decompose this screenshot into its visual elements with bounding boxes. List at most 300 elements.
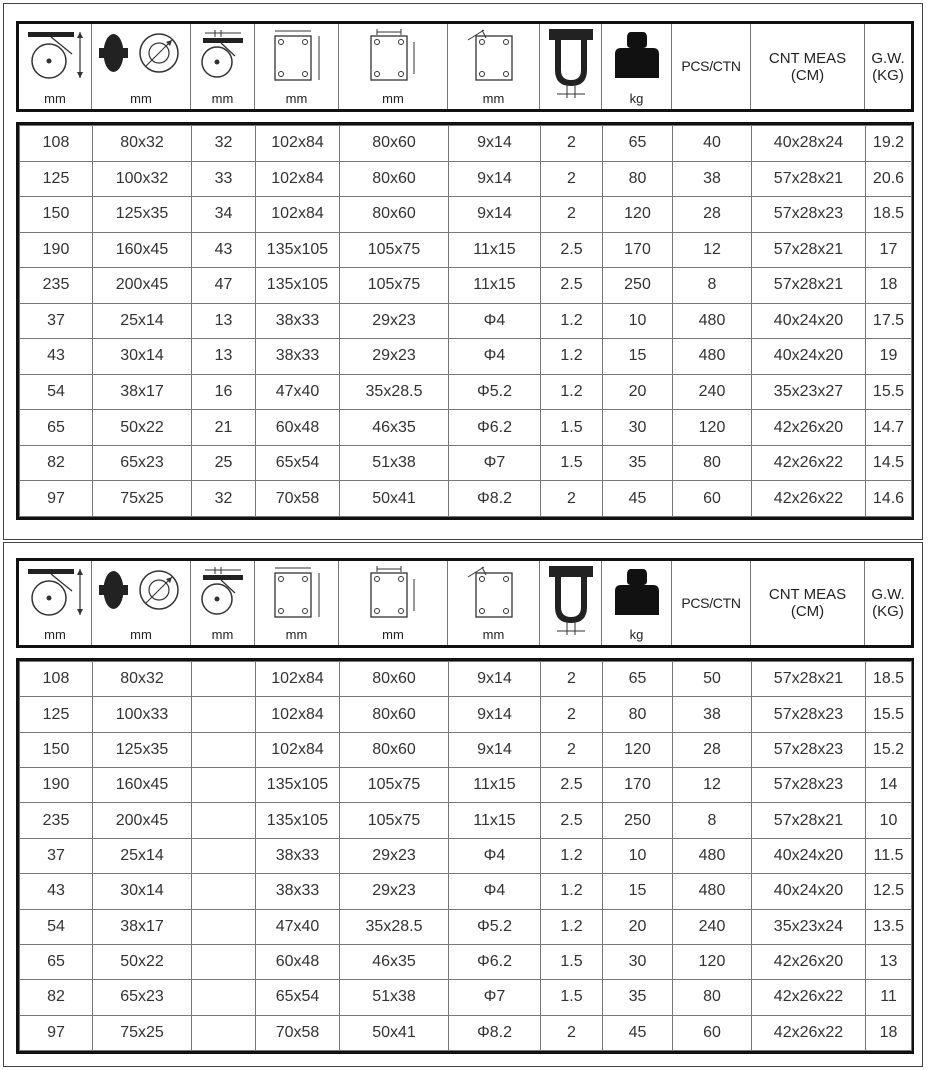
- header-cell-load: [602, 561, 672, 645]
- cell-pcs-ctn: 120: [673, 944, 752, 979]
- cell-height: 65: [20, 944, 93, 979]
- cell-load: 120: [603, 197, 673, 233]
- bolt-hole-spacing-icon: [339, 28, 447, 84]
- gw-unit: (KG): [872, 66, 904, 84]
- cell-height: 65: [20, 410, 93, 446]
- cell-height: 190: [20, 232, 93, 268]
- cell-pcs-ctn: 8: [673, 803, 752, 838]
- table-row: [20, 339, 912, 375]
- header-cell-top-plate: [255, 24, 339, 109]
- cell-gross-weight: 18: [866, 1015, 912, 1050]
- cell-top-plate: 70x58: [256, 1015, 340, 1050]
- cell-offset: 32: [192, 481, 256, 517]
- top-spec-panel: [3, 3, 923, 540]
- cell-pcs-ctn: 80: [673, 445, 752, 481]
- cell-gross-weight: 18.5: [866, 197, 912, 233]
- cell-carton-meas: 57x28x23: [752, 732, 866, 767]
- bottom-data-table: [16, 658, 914, 1054]
- cell-wheel-size: 75x25: [93, 481, 192, 517]
- table-row: [20, 803, 912, 838]
- cnt-meas-label: CNT MEAS: [768, 49, 847, 67]
- table-row: [20, 697, 912, 732]
- cell-carton-meas: 40x24x20: [752, 339, 866, 375]
- cell-gross-weight: 13.5: [866, 909, 912, 944]
- table-row: [20, 874, 912, 909]
- cell-gross-weight: 17: [866, 232, 912, 268]
- cell-load: 80: [603, 161, 673, 197]
- cell-bolt-hole: 9x14: [449, 732, 541, 767]
- cell-top-plate: 135x105: [256, 232, 340, 268]
- cell-top-plate: 135x105: [256, 268, 340, 304]
- cell-top-plate: 102x84: [256, 662, 340, 697]
- cell-load: 35: [603, 980, 673, 1015]
- cell-thickness: 1.2: [541, 303, 603, 339]
- pcs-ctn-label: PCS/CTN: [681, 594, 741, 611]
- cell-carton-meas: 57x28x23: [752, 697, 866, 732]
- cell-pcs-ctn: 38: [673, 697, 752, 732]
- cell-pcs-ctn: 480: [673, 874, 752, 909]
- cell-gross-weight: 14.7: [866, 410, 912, 446]
- cell-offset: [192, 662, 256, 697]
- cell-offset: 25: [192, 445, 256, 481]
- cnt-meas-label: CNT MEAS: [768, 586, 847, 603]
- cell-carton-meas: 40x24x20: [752, 838, 866, 873]
- cell-bolt-hole: Φ5.2: [449, 909, 541, 944]
- cell-wheel-size: 38x17: [93, 374, 192, 410]
- cell-height: 82: [20, 445, 93, 481]
- cell-height: 54: [20, 909, 93, 944]
- cell-carton-meas: 40x24x20: [752, 874, 866, 909]
- cnt-meas-unit: (CM): [790, 66, 825, 84]
- cell-height: 108: [20, 662, 93, 697]
- gw-label: G.W.: [871, 586, 905, 603]
- header-cell-thickness: [540, 561, 602, 645]
- cell-bolt-hole: 9x14: [449, 126, 541, 162]
- cell-offset: [192, 697, 256, 732]
- cell-thickness: 1.5: [541, 410, 603, 446]
- table-row: [20, 410, 912, 446]
- cell-bolt-spacing: 80x60: [340, 732, 449, 767]
- cell-bolt-spacing: 35x28.5: [340, 909, 449, 944]
- cell-bolt-hole: Φ4: [449, 303, 541, 339]
- cell-pcs-ctn: 50: [673, 662, 752, 697]
- wheel-size-icon: [92, 565, 190, 621]
- cell-bolt-hole: Φ6.2: [449, 410, 541, 446]
- cell-gross-weight: 18.5: [866, 662, 912, 697]
- header-cell-bolt-hole: [448, 24, 540, 109]
- cell-load: 20: [603, 374, 673, 410]
- gw-label: G.W.: [871, 49, 905, 67]
- table-row: [20, 732, 912, 767]
- cell-offset: 47: [192, 268, 256, 304]
- cell-bolt-hole: 9x14: [449, 662, 541, 697]
- cell-load: 45: [603, 481, 673, 517]
- table-row: [20, 980, 912, 1015]
- cell-bolt-spacing: 50x41: [340, 1015, 449, 1050]
- cell-pcs-ctn: 60: [673, 481, 752, 517]
- cell-top-plate: 60x48: [256, 944, 340, 979]
- cell-thickness: 1.2: [541, 374, 603, 410]
- cell-gross-weight: 13: [866, 944, 912, 979]
- cell-top-plate: 38x33: [256, 874, 340, 909]
- unit-label: mm: [285, 91, 308, 106]
- cell-height: 37: [20, 838, 93, 873]
- cell-offset: [192, 1015, 256, 1050]
- cell-height: 150: [20, 732, 93, 767]
- cell-offset: 21: [192, 410, 256, 446]
- cell-bolt-spacing: 80x60: [340, 161, 449, 197]
- cell-offset: 13: [192, 339, 256, 375]
- cell-gross-weight: 20.6: [866, 161, 912, 197]
- cell-carton-meas: 57x28x23: [752, 197, 866, 233]
- cell-height: 150: [20, 197, 93, 233]
- table-row: [20, 909, 912, 944]
- cell-load: 30: [603, 944, 673, 979]
- cell-load: 20: [603, 909, 673, 944]
- cell-thickness: 2: [541, 481, 603, 517]
- cell-wheel-size: 200x45: [93, 803, 192, 838]
- load-weight-icon: [602, 565, 671, 621]
- cell-gross-weight: 11: [866, 980, 912, 1015]
- cell-bolt-hole: 11x15: [449, 232, 541, 268]
- cell-top-plate: 47x40: [256, 374, 340, 410]
- table-row: [20, 197, 912, 233]
- cell-carton-meas: 57x28x21: [752, 161, 866, 197]
- header-cell-offset: [191, 561, 255, 645]
- cell-gross-weight: 14: [866, 768, 912, 803]
- cell-thickness: 1.2: [541, 838, 603, 873]
- cell-load: 30: [603, 410, 673, 446]
- unit-label: mm: [211, 91, 234, 106]
- cell-offset: [192, 838, 256, 873]
- cell-height: 97: [20, 481, 93, 517]
- table-row: [20, 268, 912, 304]
- table-row: [20, 374, 912, 410]
- cell-pcs-ctn: 12: [673, 232, 752, 268]
- cell-height: 235: [20, 268, 93, 304]
- cell-load: 170: [603, 232, 673, 268]
- cell-wheel-size: 160x45: [93, 768, 192, 803]
- cell-wheel-size: 100x32: [93, 161, 192, 197]
- cell-wheel-size: 30x14: [93, 874, 192, 909]
- cell-bolt-spacing: 51x38: [340, 980, 449, 1015]
- wheel-size-icon: [92, 28, 190, 84]
- cell-carton-meas: 40x24x20: [752, 303, 866, 339]
- cell-carton-meas: 42x26x20: [752, 944, 866, 979]
- cell-top-plate: 102x84: [256, 161, 340, 197]
- table-row: [20, 481, 912, 517]
- cell-thickness: 1.2: [541, 339, 603, 375]
- table-row: [20, 126, 912, 162]
- cell-load: 170: [603, 768, 673, 803]
- header-cell-bolt-spacing: [339, 561, 448, 645]
- cell-load: 250: [603, 803, 673, 838]
- table-row: [20, 838, 912, 873]
- cell-carton-meas: 42x26x22: [752, 980, 866, 1015]
- cell-gross-weight: 15.2: [866, 732, 912, 767]
- cell-wheel-size: 200x45: [93, 268, 192, 304]
- bolt-hole-spacing-icon: [339, 565, 447, 621]
- cell-thickness: 2: [541, 126, 603, 162]
- cell-wheel-size: 50x22: [93, 410, 192, 446]
- cell-bolt-spacing: 80x60: [340, 697, 449, 732]
- cell-wheel-size: 75x25: [93, 1015, 192, 1050]
- cell-offset: [192, 803, 256, 838]
- cell-offset: [192, 732, 256, 767]
- cell-offset: 34: [192, 197, 256, 233]
- cell-thickness: 1.5: [541, 980, 603, 1015]
- cell-height: 125: [20, 697, 93, 732]
- bottom-spec-panel: [3, 542, 923, 1067]
- unit-label: mm: [44, 627, 66, 642]
- offset-icon: [191, 28, 254, 84]
- cell-top-plate: 102x84: [256, 197, 340, 233]
- bolt-hole-size-icon: [448, 565, 539, 621]
- top-plate-size-icon: [255, 565, 338, 621]
- cell-top-plate: 38x33: [256, 339, 340, 375]
- header-cell-cnt-meas: [751, 561, 865, 645]
- cell-wheel-size: 160x45: [93, 232, 192, 268]
- cell-offset: [192, 874, 256, 909]
- header-cell-load: [602, 24, 672, 109]
- caster-height-icon: [19, 565, 91, 621]
- table-row: [20, 445, 912, 481]
- header-cell-gw: [865, 561, 911, 645]
- cell-pcs-ctn: 480: [673, 303, 752, 339]
- top-data-table: [16, 122, 914, 520]
- top-plate-size-icon: [255, 28, 338, 84]
- table-row: [20, 232, 912, 268]
- cell-thickness: 2: [541, 1015, 603, 1050]
- cell-carton-meas: 42x26x22: [752, 1015, 866, 1050]
- cell-pcs-ctn: 28: [673, 197, 752, 233]
- table-row: [20, 161, 912, 197]
- cell-gross-weight: 10: [866, 803, 912, 838]
- table-row: [20, 768, 912, 803]
- plate-thickness-icon: [540, 563, 601, 637]
- cell-gross-weight: 11.5: [866, 838, 912, 873]
- cell-thickness: 2: [541, 732, 603, 767]
- top-header-row: [16, 21, 914, 112]
- cell-offset: [192, 944, 256, 979]
- cell-bolt-spacing: 50x41: [340, 481, 449, 517]
- cell-pcs-ctn: 240: [673, 909, 752, 944]
- cell-bolt-hole: 9x14: [449, 697, 541, 732]
- gw-unit: (KG): [872, 603, 904, 620]
- cell-wheel-size: 30x14: [93, 339, 192, 375]
- cell-thickness: 2: [541, 697, 603, 732]
- cell-top-plate: 135x105: [256, 768, 340, 803]
- header-cell-pcs-ctn: [672, 24, 751, 109]
- cell-bolt-spacing: 46x35: [340, 410, 449, 446]
- cell-bolt-spacing: 80x60: [340, 662, 449, 697]
- cell-thickness: 1.5: [541, 944, 603, 979]
- cell-height: 125: [20, 161, 93, 197]
- cell-offset: 33: [192, 161, 256, 197]
- header-cell-offset: [191, 24, 255, 109]
- cell-thickness: 2: [541, 662, 603, 697]
- bottom-header-row: [16, 558, 914, 648]
- cell-top-plate: 47x40: [256, 909, 340, 944]
- cell-offset: 43: [192, 232, 256, 268]
- cell-thickness: 2.5: [541, 768, 603, 803]
- cell-thickness: 1.5: [541, 445, 603, 481]
- unit-label: mm: [285, 627, 308, 642]
- cell-bolt-spacing: 29x23: [340, 838, 449, 873]
- cell-pcs-ctn: 80: [673, 980, 752, 1015]
- cell-gross-weight: 14.6: [866, 481, 912, 517]
- cell-wheel-size: 25x14: [93, 838, 192, 873]
- cell-bolt-hole: 9x14: [449, 161, 541, 197]
- cell-bolt-spacing: 105x75: [340, 768, 449, 803]
- cell-bolt-spacing: 105x75: [340, 232, 449, 268]
- cell-gross-weight: 19.2: [866, 126, 912, 162]
- cell-pcs-ctn: 38: [673, 161, 752, 197]
- cell-bolt-spacing: 29x23: [340, 303, 449, 339]
- cell-bolt-spacing: 80x60: [340, 126, 449, 162]
- header-cell-bolt-hole: [448, 561, 540, 645]
- cell-load: 15: [603, 874, 673, 909]
- cell-bolt-hole: Φ6.2: [449, 944, 541, 979]
- header-cell-height: [19, 24, 92, 109]
- cell-gross-weight: 15.5: [866, 374, 912, 410]
- cell-bolt-spacing: 46x35: [340, 944, 449, 979]
- cell-carton-meas: 42x26x20: [752, 410, 866, 446]
- bolt-hole-size-icon: [448, 28, 539, 84]
- load-weight-icon: [602, 28, 671, 84]
- cell-height: 108: [20, 126, 93, 162]
- cell-top-plate: 38x33: [256, 838, 340, 873]
- cell-top-plate: 102x84: [256, 126, 340, 162]
- table-row: [20, 1015, 912, 1050]
- cell-carton-meas: 42x26x22: [752, 445, 866, 481]
- plate-thickness-icon: [540, 26, 601, 100]
- unit-label: mm: [382, 627, 404, 642]
- header-cell-wheel: [92, 561, 191, 645]
- cell-bolt-spacing: 80x60: [340, 197, 449, 233]
- cell-thickness: 2: [541, 161, 603, 197]
- cell-carton-meas: 42x26x22: [752, 481, 866, 517]
- unit-label: kg: [629, 91, 644, 106]
- pcs-ctn-label: PCS/CTN: [681, 58, 741, 74]
- unit-label: mm: [130, 91, 152, 106]
- cell-wheel-size: 25x14: [93, 303, 192, 339]
- header-cell-cnt-meas: [751, 24, 865, 109]
- cell-bolt-spacing: 105x75: [340, 268, 449, 304]
- cell-bolt-spacing: 29x23: [340, 339, 449, 375]
- cell-pcs-ctn: 120: [673, 410, 752, 446]
- cell-height: 97: [20, 1015, 93, 1050]
- unit-label: mm: [482, 627, 505, 642]
- cell-carton-meas: 35x23x27: [752, 374, 866, 410]
- cell-gross-weight: 18: [866, 268, 912, 304]
- cell-wheel-size: 38x17: [93, 909, 192, 944]
- cell-top-plate: 38x33: [256, 303, 340, 339]
- cell-bolt-spacing: 51x38: [340, 445, 449, 481]
- cell-wheel-size: 125x35: [93, 197, 192, 233]
- cell-thickness: 2.5: [541, 232, 603, 268]
- cell-top-plate: 65x54: [256, 980, 340, 1015]
- unit-label: mm: [130, 627, 152, 642]
- cell-load: 15: [603, 339, 673, 375]
- cell-gross-weight: 19: [866, 339, 912, 375]
- cell-load: 10: [603, 303, 673, 339]
- cell-thickness: 2: [541, 197, 603, 233]
- cell-bolt-spacing: 105x75: [340, 803, 449, 838]
- cell-load: 80: [603, 697, 673, 732]
- cell-offset: [192, 980, 256, 1015]
- cell-bolt-hole: Φ7: [449, 980, 541, 1015]
- cell-height: 37: [20, 303, 93, 339]
- cell-carton-meas: 57x28x23: [752, 768, 866, 803]
- cell-bolt-hole: Φ4: [449, 874, 541, 909]
- cell-top-plate: 70x58: [256, 481, 340, 517]
- cell-top-plate: 102x84: [256, 732, 340, 767]
- cell-height: 43: [20, 874, 93, 909]
- cell-bolt-hole: Φ8.2: [449, 481, 541, 517]
- cell-top-plate: 65x54: [256, 445, 340, 481]
- cell-pcs-ctn: 12: [673, 768, 752, 803]
- cell-thickness: 1.2: [541, 909, 603, 944]
- cell-offset: [192, 909, 256, 944]
- cell-wheel-size: 65x23: [93, 445, 192, 481]
- cell-bolt-hole: Φ5.2: [449, 374, 541, 410]
- offset-icon: [191, 565, 254, 621]
- cell-bolt-spacing: 29x23: [340, 874, 449, 909]
- cell-bolt-hole: Φ4: [449, 838, 541, 873]
- cell-wheel-size: 100x33: [93, 697, 192, 732]
- cell-carton-meas: 57x28x21: [752, 803, 866, 838]
- cell-bolt-spacing: 35x28.5: [340, 374, 449, 410]
- table-row: [20, 303, 912, 339]
- cell-carton-meas: 57x28x21: [752, 662, 866, 697]
- cell-pcs-ctn: 28: [673, 732, 752, 767]
- unit-label: kg: [629, 627, 644, 642]
- cell-pcs-ctn: 480: [673, 838, 752, 873]
- cell-pcs-ctn: 8: [673, 268, 752, 304]
- cell-load: 65: [603, 126, 673, 162]
- cell-offset: 16: [192, 374, 256, 410]
- cell-height: 43: [20, 339, 93, 375]
- header-cell-bolt-spacing: [339, 24, 448, 109]
- cell-pcs-ctn: 240: [673, 374, 752, 410]
- unit-label: mm: [482, 91, 505, 106]
- cell-gross-weight: 15.5: [866, 697, 912, 732]
- cell-gross-weight: 17.5: [866, 303, 912, 339]
- cell-load: 10: [603, 838, 673, 873]
- cell-wheel-size: 50x22: [93, 944, 192, 979]
- cell-carton-meas: 40x28x24: [752, 126, 866, 162]
- cell-bolt-hole: Φ4: [449, 339, 541, 375]
- cell-load: 250: [603, 268, 673, 304]
- header-cell-wheel: [92, 24, 191, 109]
- header-cell-thickness: [540, 24, 602, 109]
- cell-offset: 32: [192, 126, 256, 162]
- cell-carton-meas: 57x28x21: [752, 232, 866, 268]
- cell-gross-weight: 14.5: [866, 445, 912, 481]
- cell-height: 190: [20, 768, 93, 803]
- cell-height: 82: [20, 980, 93, 1015]
- cell-wheel-size: 65x23: [93, 980, 192, 1015]
- cell-thickness: 1.2: [541, 874, 603, 909]
- cell-bolt-hole: 11x15: [449, 768, 541, 803]
- header-cell-top-plate: [255, 561, 339, 645]
- cell-bolt-hole: Φ7: [449, 445, 541, 481]
- cell-height: 235: [20, 803, 93, 838]
- cell-bolt-hole: 11x15: [449, 268, 541, 304]
- cell-carton-meas: 35x23x24: [752, 909, 866, 944]
- cnt-meas-unit: (CM): [790, 603, 825, 620]
